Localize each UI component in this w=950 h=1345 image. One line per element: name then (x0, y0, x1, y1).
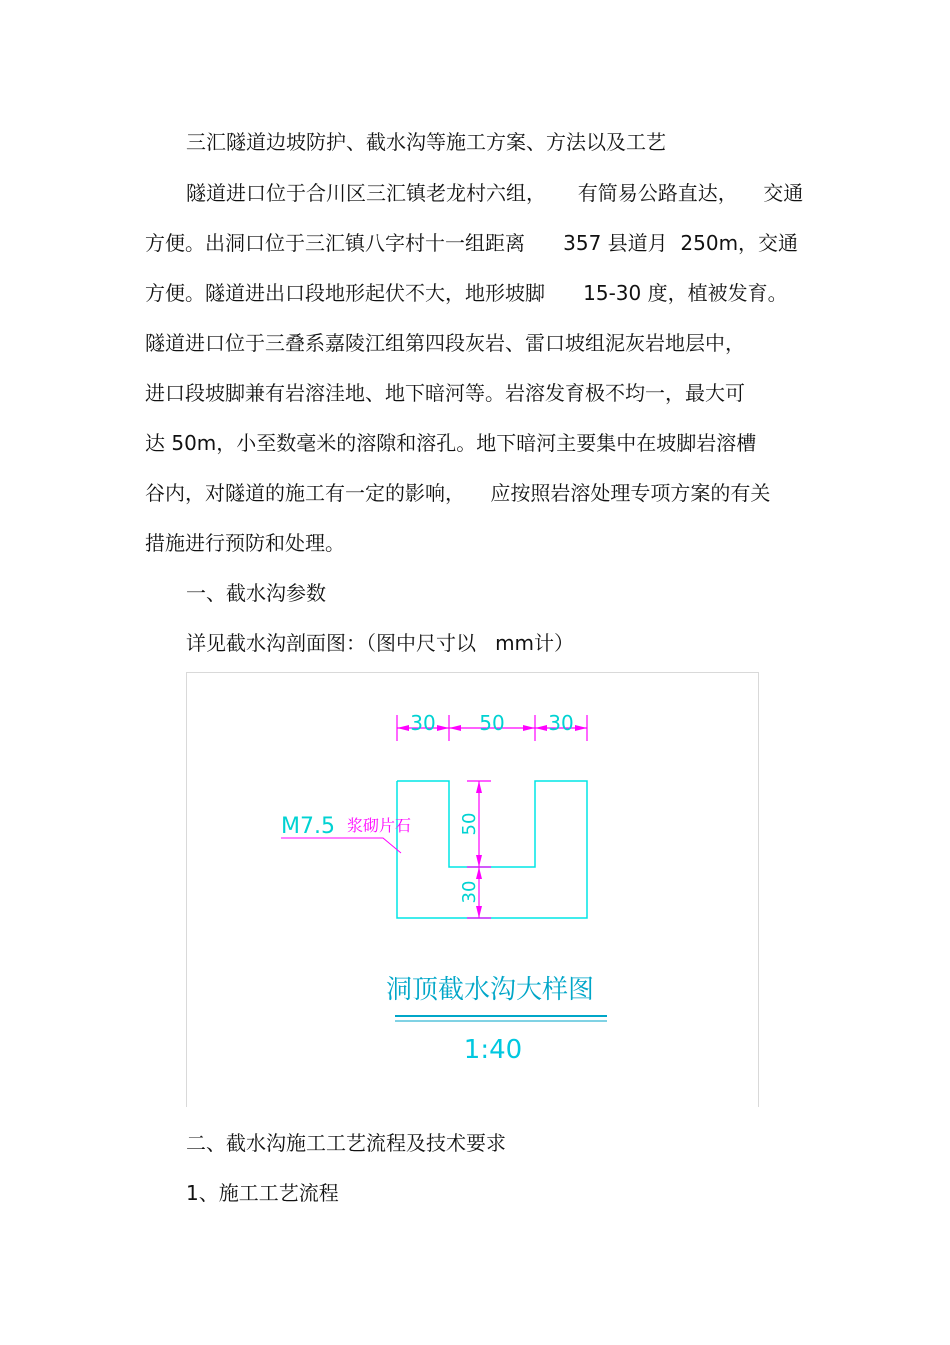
arrow-head (437, 725, 449, 731)
arrow-head (523, 725, 535, 731)
arrow-head (476, 781, 482, 793)
ditch-drawing (187, 673, 758, 1107)
para-line-6: 达 50m，小至数毫米的溶隙和溶孔。地下暗河主要集中在坡脚岩溶槽 (145, 431, 757, 455)
arrow-head (535, 725, 547, 731)
dim-top-right: 30 (548, 711, 574, 735)
dim-vertical-lower: 30 (459, 880, 480, 904)
dim-top-middle: 50 (479, 711, 505, 735)
figure-title: 洞顶截水沟大样图 (385, 975, 595, 1005)
para-line-8: 措施进行预防和处理。 (145, 531, 345, 555)
subsection-heading-1: 1、施工工艺流程 (186, 1181, 339, 1205)
leader-line (281, 838, 401, 853)
doc-title: 三汇隧道边坡防护、截水沟等施工方案、方法以及工艺 (186, 130, 666, 154)
figure-caption: 详见截水沟剖面图：（图中尺寸以 mm计） (186, 631, 575, 655)
arrow-head (476, 867, 482, 879)
para-line-4: 隧道进口位于三叠系嘉陵江组第四段灰岩、雷口坡组泥灰岩地层中， (145, 331, 745, 355)
figure-scale: 1:40 (463, 1035, 523, 1065)
arrow-head (476, 855, 482, 867)
section-heading-2: 二、截水沟施工工艺流程及技术要求 (186, 1131, 506, 1155)
arrow-head (449, 725, 461, 731)
para-line-5: 进口段坡脚兼有岩溶洼地、地下暗河等。岩溶发育极不均一，最大可 (145, 381, 745, 405)
dim-vertical-upper: 50 (459, 812, 480, 836)
material-label: M7.5 (281, 814, 335, 839)
para-line-2: 方便。出洞口位于三汇镇八字村十一组距离 357 县道月 250m，交通 (145, 231, 799, 255)
para-line-3: 方便。隧道进出口段地形起伏不大，地形坡脚 15-30 度，植被发育。 (145, 281, 788, 305)
material-label-suffix: 浆砌片石 (347, 816, 412, 835)
dim-top-left: 30 (410, 711, 436, 735)
para-line-7: 谷内，对隧道的施工有一定的影响， 应按照岩溶处理专项方案的有关 (145, 481, 771, 505)
ditch-outline (397, 781, 587, 918)
para-line-1: 隧道进口位于合川区三汇镇老龙村六组， 有简易公路直达， 交通 (186, 181, 804, 205)
arrow-head (575, 725, 587, 731)
section-heading-1: 一、截水沟参数 (186, 581, 326, 605)
arrow-head (397, 725, 409, 731)
arrow-head (476, 906, 482, 918)
ditch-section-figure (186, 672, 759, 1107)
